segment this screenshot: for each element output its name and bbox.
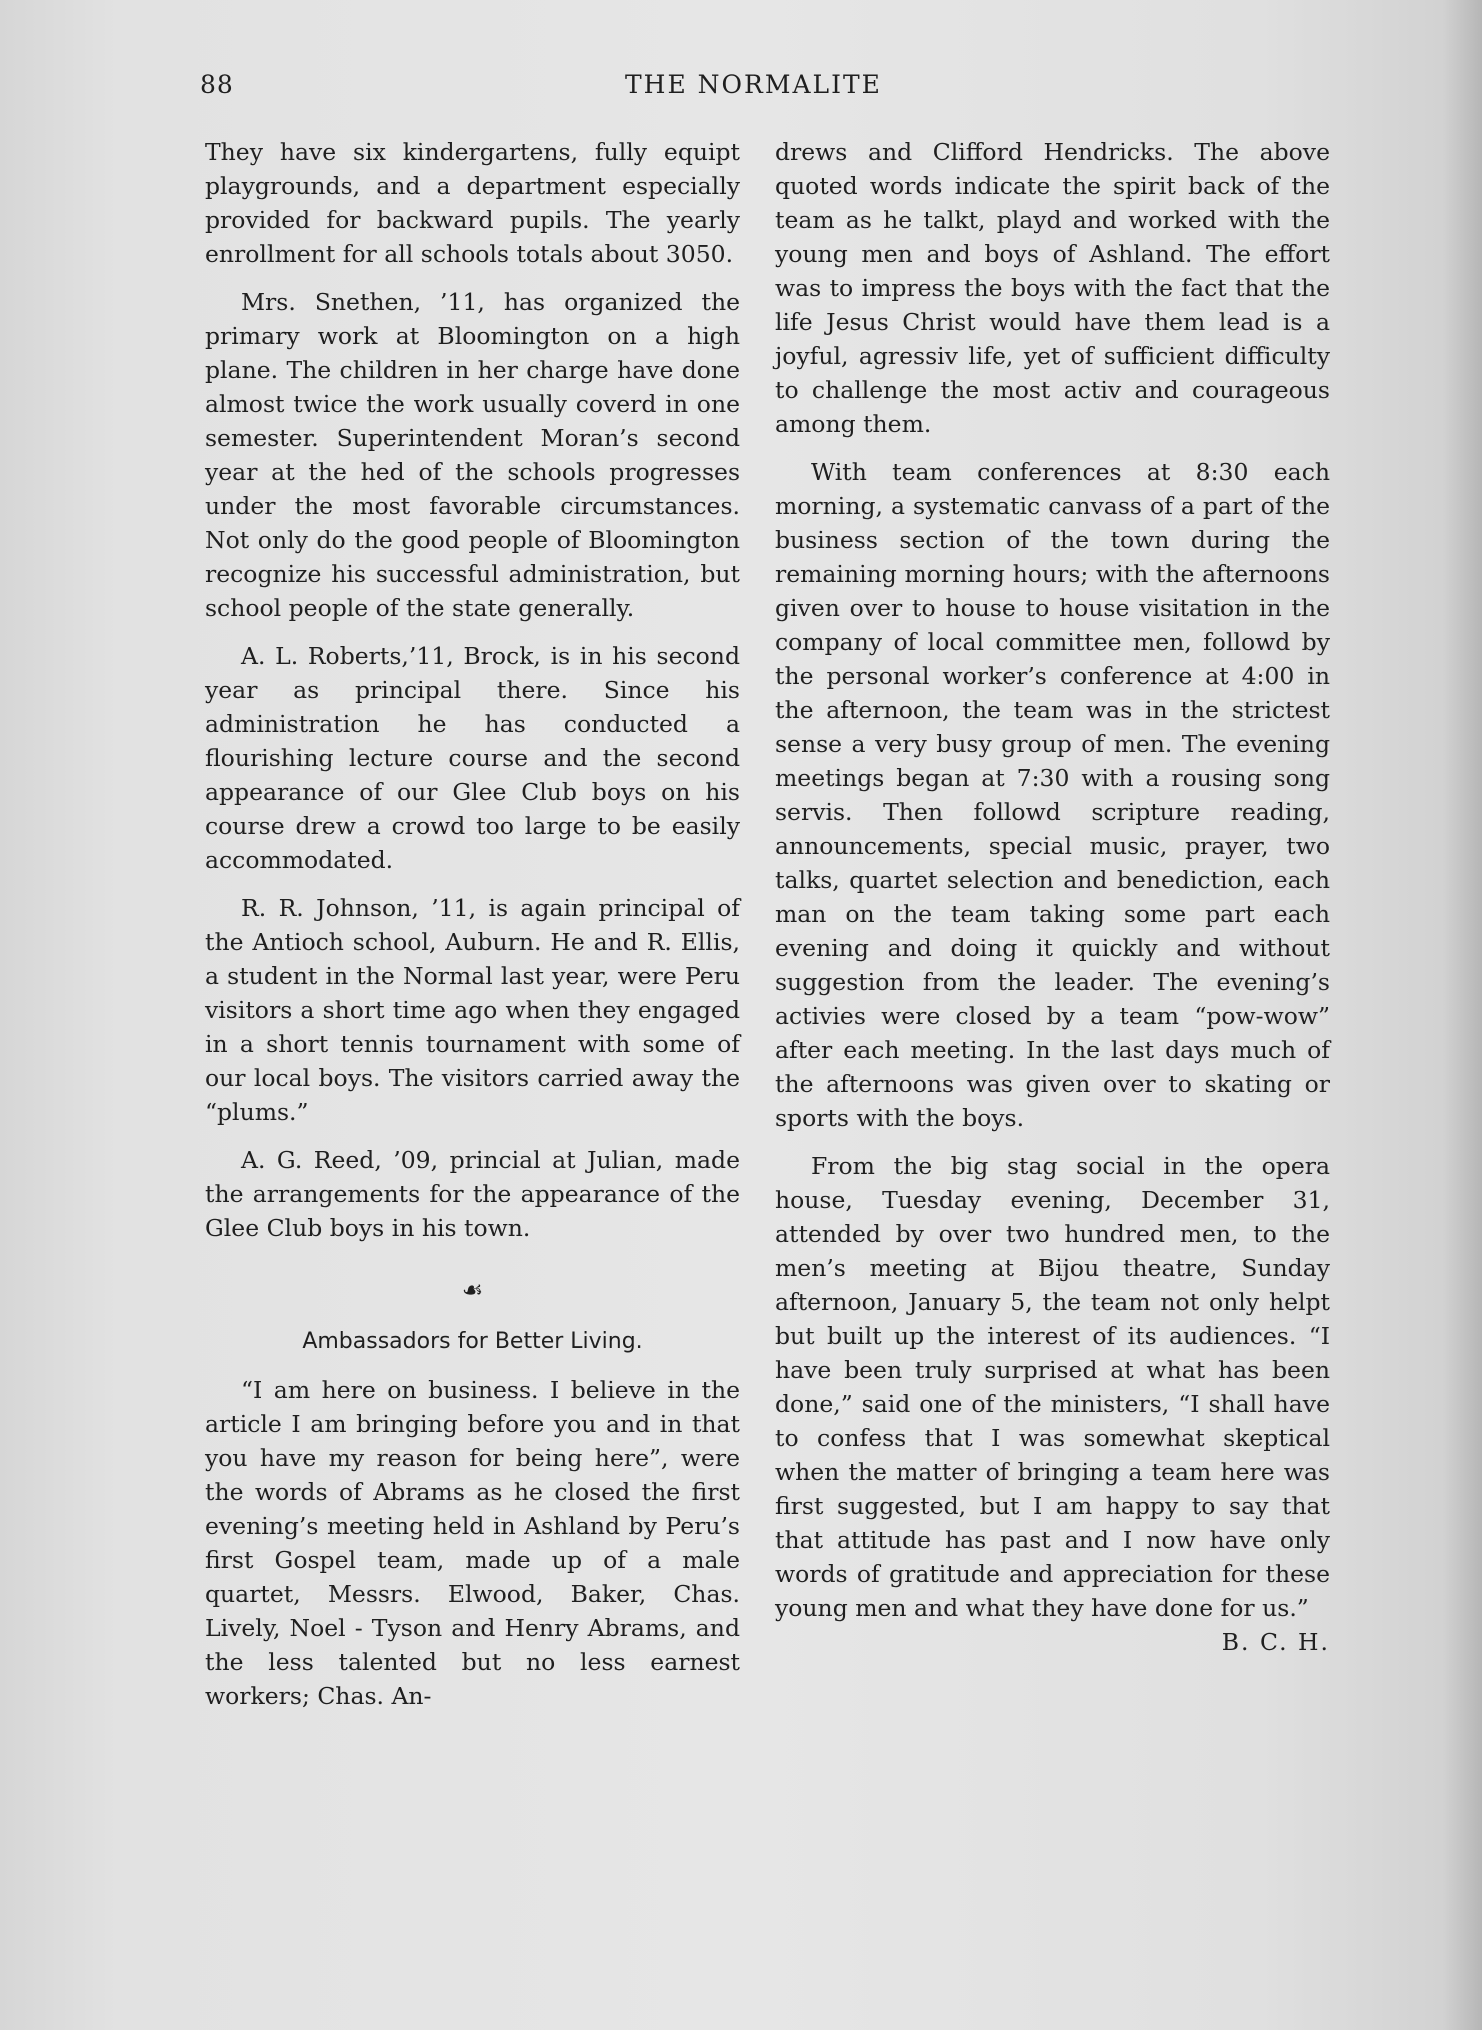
left-paragraph-5: A. G. Reed, ’09, princial at Julian, made the arrangements for the appearance of the Glee Club boys in his town.	[205, 1146, 740, 1242]
left-paragraph-2: Mrs. Snethen, ’11, has organized the primary work at Bloomington on a high plane. The children in her charge have done almost twice the work usually coverd in one semester. Superintendent Moran’s second year at the hed of the schools progresses under the most favorable circumstances. Not only do the good people of Bloomington recognize his successful administration, but school people of the state generally.	[205, 288, 740, 622]
section-title: Ambassadors for Better Living.	[302, 1329, 643, 1354]
ornament-icon: ☙	[461, 1276, 484, 1304]
right-paragraph-3	[775, 1149, 1330, 1656]
left-column	[205, 135, 740, 1727]
author-signature: B. C. H.	[1221, 1628, 1330, 1656]
right-paragraph-3-text: From the big stag social in the opera house, Tuesday evening, December 31, attended by over two hundred men, to the men’s meeting at Bijou theatre, Sunday afternoon, January 5, the team not only helpt but built up the interest of its audiences. “I have been truly surprised at what has been done,” said one of the ministers, “I shall have to confess that I was somewhat skeptical when the matter of bringing a team here was first suggested, but I am happy to say that that attitude has past and I now have only words of gratitude and appreciation for these young men and what they have done for us.”	[775, 1152, 1330, 1622]
page-edge-shadow	[1442, 0, 1482, 2030]
left-paragraph-6: “I am here on business. I believe in the article I am bringing before you and in that you have my reason for being here”, were the words of Abrams as he closed the first evening’s meeting held in Ashland by Peru’s first Gospel team, made up of a male quartet, Messrs. Elwood, Baker, Chas. Lively, Noel - Tyson and Henry Abrams, and the less talented but no less earnest workers; Chas. An-	[205, 1376, 740, 1710]
left-paragraph-3: A. L. Roberts,’11, Brock, is in his second year as principal there. Since his administration he has conducted a flourishing lecture course and the second appearance of our Glee Club boys on his course drew a crowd too large to be easily accommodated.	[205, 642, 740, 874]
page-header	[200, 70, 1330, 110]
right-column	[775, 135, 1330, 1659]
left-paragraph-4: R. R. Johnson, ’11, is again principal of the Antioch school, Auburn. He and R. Ellis, a student in the Normal last year, were Peru visitors a short time ago when they engaged in a short tennis tournament with some of our local boys. The visitors carried away the “plums.”	[205, 894, 740, 1126]
page-number: 88	[200, 70, 234, 99]
right-paragraph-2: With team conferences at 8:30 each morning, a systematic canvass of a part of the business section of the town during the remaining morning hours; with the afternoons given over to house to house visitation in the company of local committee men, followd by the personal worker’s conference at 4:00 in the afternoon, the team was in the strictest sense a very busy group of men. The evening meetings began at 7:30 with a rousing song servis. Then followd scripture reading, announcements, special music, prayer, two talks, quartet selection and benediction, each man on the team taking some part each evening and doing it quickly and without suggestion from the leader. The evening’s activies were closed by a team “pow-wow” after each meeting. In the last days much of the afternoons was given over to skating or sports with the boys.	[775, 458, 1330, 1132]
left-paragraph-1: They have six kindergartens, fully equipt playgrounds, and a department especially provided for backward pupils. The yearly enrollment for all schools totals about 3050.	[205, 138, 740, 268]
right-paragraph-1: drews and Clifford Hendricks. The above quoted words indicate the spirit back of the team as he talkt, playd and worked with the young men and boys of Ashland. The effort was to impress the boys with the fact that the life Jesus Christ would have them lead is a joyful, agressiv life, yet of sufficient difficulty to challenge the most activ and courageous among them.	[775, 138, 1330, 438]
journal-title: THE NORMALITE	[625, 70, 882, 99]
